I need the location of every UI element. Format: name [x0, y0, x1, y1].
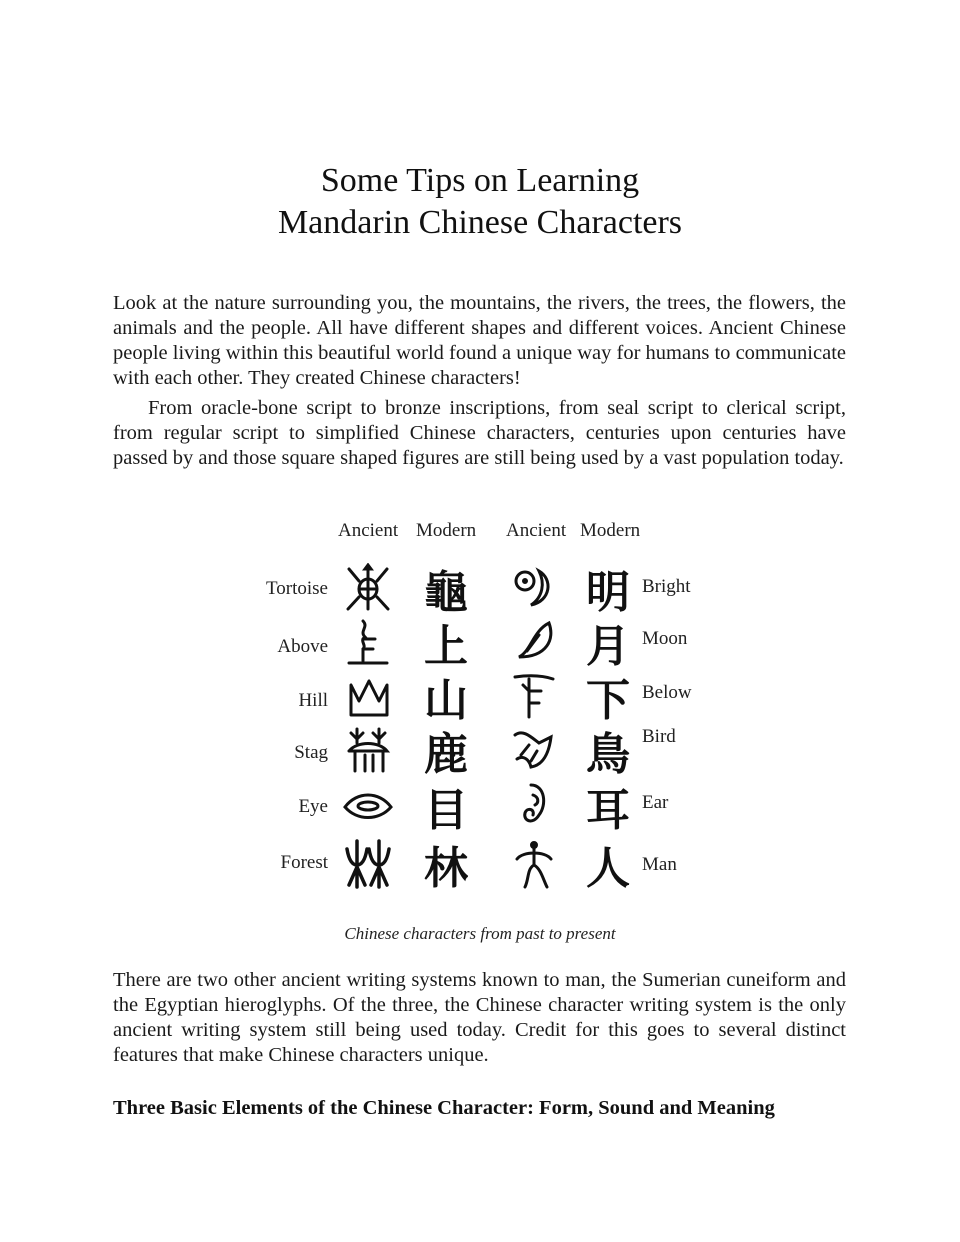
label-tortoise: Tortoise [266, 578, 328, 599]
modern-forest-glyph: 林 [424, 843, 468, 894]
modern-above-glyph: 上 [424, 621, 468, 672]
modern-bright-glyph: 明 [586, 567, 630, 618]
title-line-2: Mandarin Chinese Characters [277, 204, 683, 241]
header-modern-right: Modern [580, 520, 641, 541]
modern-man-glyph: 人 [586, 843, 630, 894]
ancient-below-glyph [506, 668, 562, 724]
figure-caption: Chinese characters from past to present [344, 924, 616, 943]
ancient-stag-glyph [340, 722, 396, 778]
modern-stag-glyph: 鹿 [424, 729, 468, 780]
modern-hill-glyph: 山 [424, 675, 468, 726]
modern-ear-glyph: 耳 [586, 785, 630, 836]
ancient-tortoise-glyph [340, 560, 396, 616]
label-bird: Bird [642, 726, 676, 747]
label-below: Below [642, 682, 692, 703]
ancient-moon-glyph [506, 614, 562, 670]
label-moon: Moon [642, 628, 688, 649]
modern-below-glyph: 下 [586, 675, 630, 726]
label-hill: Hill [298, 690, 328, 711]
section-heading: Three Basic Elements of the Chinese Character: Form, Sound and Meaning [113, 1097, 775, 1119]
header-ancient-right: Ancient [506, 520, 567, 541]
label-above: Above [277, 636, 328, 657]
paragraph-intro: Look at the nature surrounding you, the mountains, the rivers, the trees, the flowers, the animals and the people. All have different shapes and different voices. Ancient Chinese people living within this beautiful world found a unique way for humans to communicate with each other. They created Chinese characters! [113, 292, 846, 389]
ancient-eye-glyph [340, 778, 396, 834]
characters-figure [260, 512, 700, 907]
figure-row-hill-below [260, 668, 700, 724]
ancient-bird-glyph [506, 722, 562, 778]
label-stag: Stag [294, 742, 328, 763]
ancient-hill-glyph [340, 668, 396, 724]
label-forest: Forest [280, 852, 328, 873]
label-bright: Bright [642, 576, 691, 597]
paragraph-writing-systems: There are two other ancient writing systems known to man, the Sumerian cuneiform and the Egyptian hieroglyphs. Of the three, the Chinese character writing system is the only ancient writing system still being used today. Credit for this goes to several distinct features that make Chinese characters unique. [113, 969, 846, 1066]
modern-eye-glyph: 目 [424, 785, 468, 836]
ancient-ear-glyph [506, 778, 562, 834]
ancient-man-glyph [506, 836, 562, 892]
figure-row-above-moon [260, 614, 700, 670]
label-ear: Ear [642, 792, 669, 813]
figure-row-tortoise-bright [260, 560, 700, 616]
label-eye: Eye [298, 796, 328, 817]
modern-tortoise-glyph: 龜 [424, 567, 468, 618]
modern-moon-glyph: 月 [586, 621, 630, 672]
paragraph-scripts: From oracle-bone script to bronze inscriptions, from seal script to clerical script, from regular script to simplified Chinese characters, centuries upon centuries have passed by and those square shaped figures are still being used by a vast population today. [113, 397, 846, 469]
ancient-forest-glyph [340, 836, 396, 892]
figure-row-forest-man [260, 836, 700, 892]
ancient-above-glyph [340, 614, 396, 670]
figure-row-stag-bird [260, 722, 700, 778]
label-man: Man [642, 854, 677, 875]
modern-bird-glyph: 鳥 [586, 729, 630, 780]
header-modern-left: Modern [416, 520, 477, 541]
ancient-bright-glyph [506, 560, 562, 616]
document-title [0, 160, 960, 244]
title-line-1: Some Tips on Learning [320, 162, 640, 199]
header-ancient-left: Ancient [338, 520, 399, 541]
figure-row-eye-ear [260, 778, 700, 834]
